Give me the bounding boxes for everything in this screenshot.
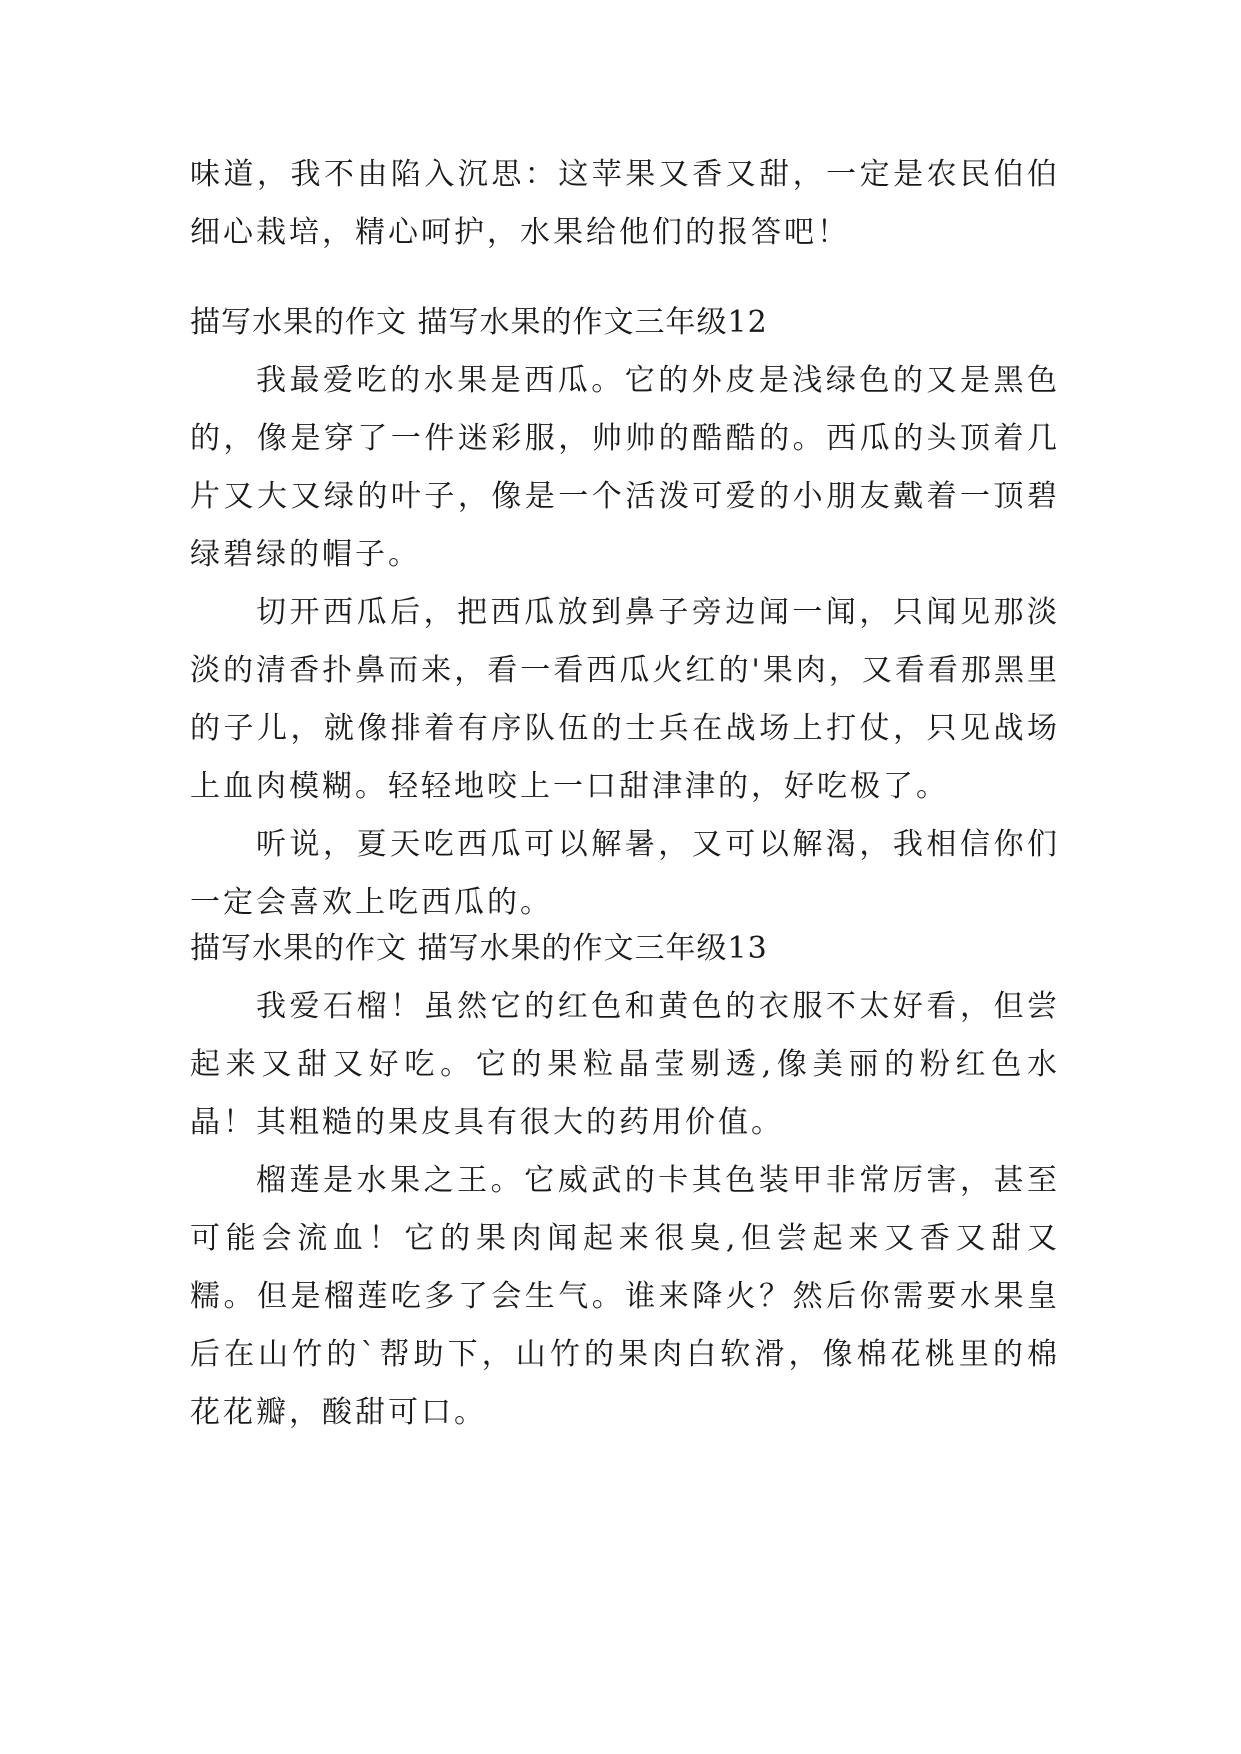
body-paragraph: 听说，夏天吃西瓜可以解暑，又可以解渴，我相信你们一定会喜欢上吃西瓜的。 [190,827,1060,920]
essay-section-12 [190,294,1060,932]
body-paragraph: 我爱石榴！虽然它的红色和黄色的衣服不太好看，但尝起来又甜又好吃。它的果粒晶莹剔透,像美丽的粉红色水晶！其粗糙的果皮具有很大的药用价值。 [190,989,1060,1140]
body-paragraph: 榴莲是水果之王。它威武的卡其色装甲非常厉害，甚至可能会流血！它的果肉闻起来很臭,但尝起来又香又甜又糯。但是榴莲吃多了会生气。谁来降火？然后你需要水果皇后在山竹的`帮助下，山竹的果肉白软滑，像棉花桃里的棉花花瓣，酸甜可口。 [190,1163,1060,1430]
section-heading: 描写水果的作文 描写水果的作文三年级13 [190,931,768,966]
body-paragraph: 切开西瓜后，把西瓜放到鼻子旁边闻一闻，只闻见那淡淡的清香扑鼻而来，看一看西瓜火红的'果肉，又看看那黑里的子儿，就像排着有序队伍的士兵在战场上打仗，只见战场上血肉模糊。轻轻地咬上一口甜津津的，好吃极了。 [190,595,1060,804]
continuation-paragraph: 味道，我不由陷入沉思：这苹果又香又甜，一定是农民伯伯细心栽培，精心呵护，水果给他们的报答吧！ [190,157,1060,250]
continuation-block [190,146,1060,262]
body-paragraph: 我最爱吃的水果是西瓜。它的外皮是浅绿色的又是黑色的，像是穿了一件迷彩服，帅帅的酷酷的。西瓜的头顶着几片又大又绿的叶子，像是一个活泼可爱的小朋友戴着一顶碧绿碧绿的帽子。 [190,363,1060,572]
section-heading: 描写水果的作文 描写水果的作文三年级12 [190,305,768,340]
essay-section-13 [190,920,1060,1442]
